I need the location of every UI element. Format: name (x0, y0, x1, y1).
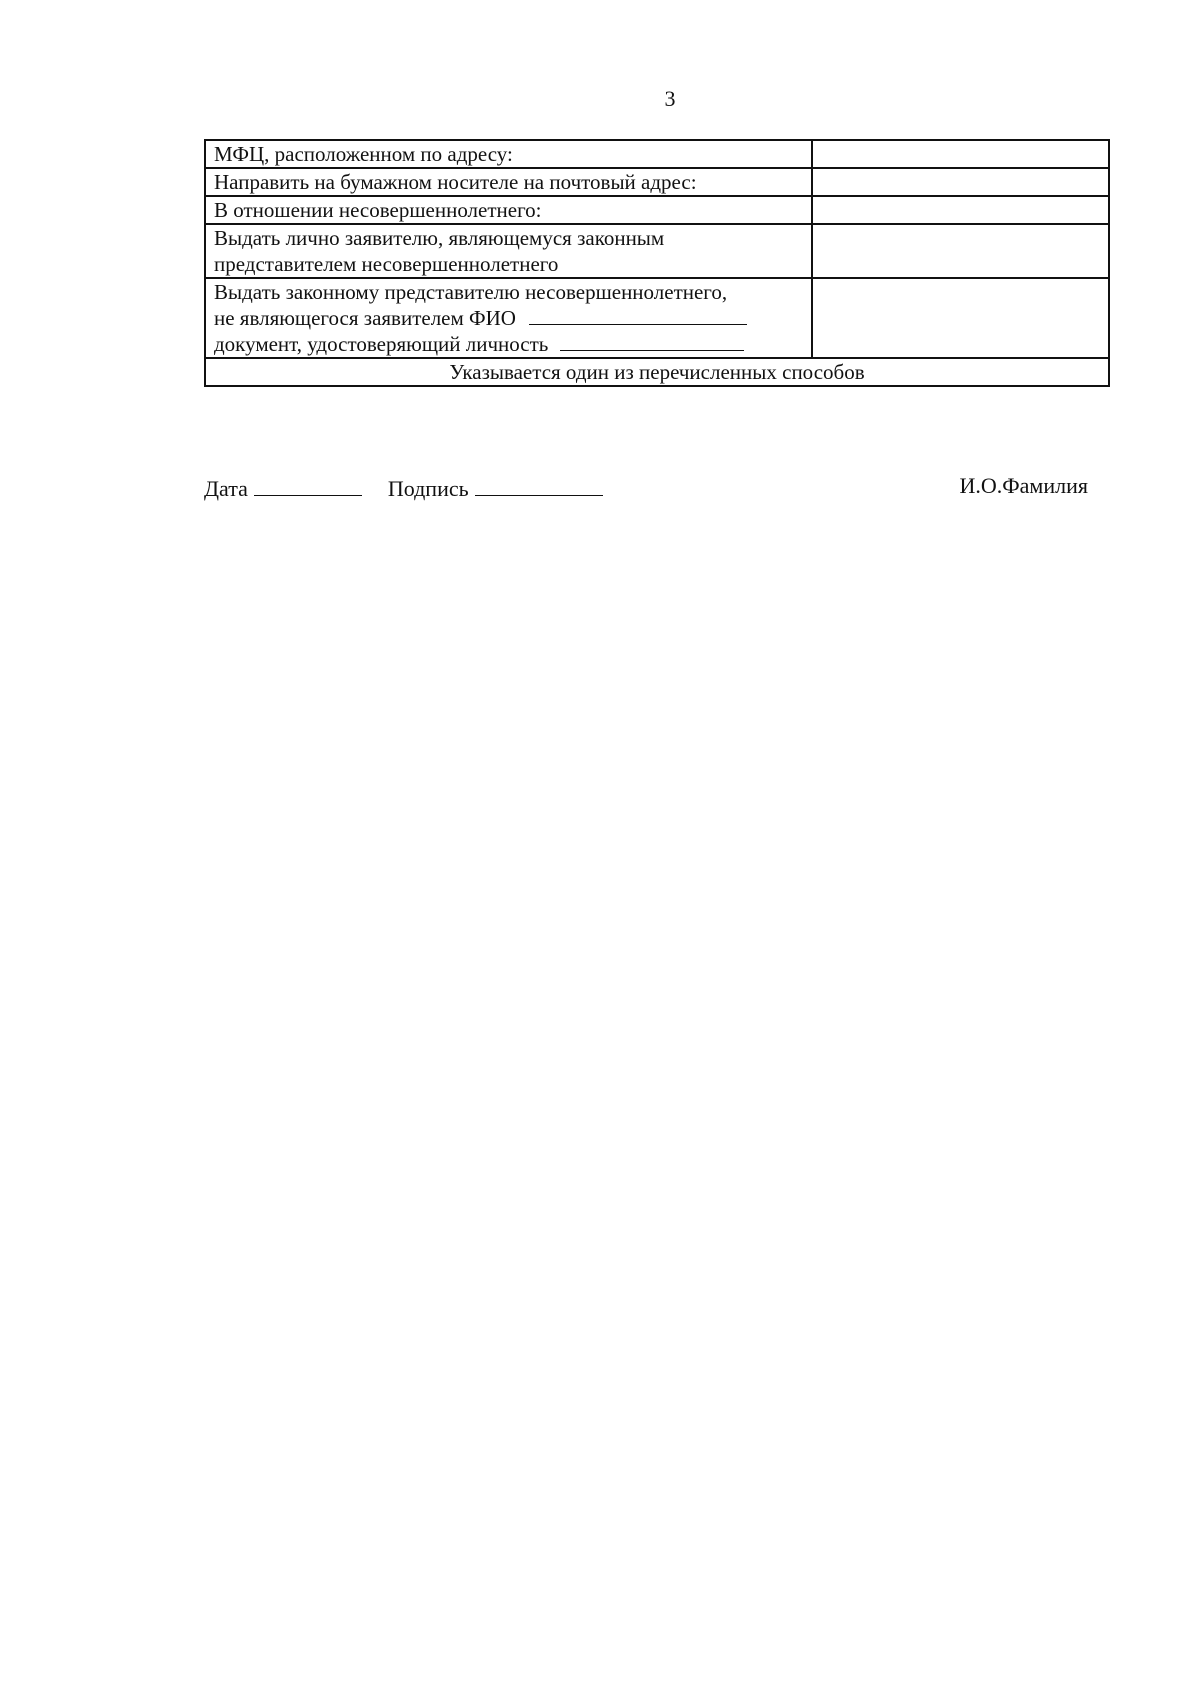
option-text: В отношении несовершеннолетнего: (205, 196, 812, 224)
option-text: МФЦ, расположенном по адресу: (205, 140, 812, 168)
page-number: 3 (664, 86, 676, 111)
option-mark-cell[interactable] (812, 140, 1109, 168)
table-row (205, 196, 1109, 224)
option-text-line: представителем несовершеннолетнего (214, 252, 559, 276)
option-text (205, 278, 812, 358)
signature-label: Подпись (387, 476, 469, 501)
date-label: Дата (204, 476, 248, 501)
option-text-line: документ, удостоверяющий личность (214, 332, 549, 356)
table-footer-row (205, 358, 1109, 386)
date-blank-line[interactable] (254, 477, 362, 496)
option-text-line: Выдать лично заявителю, являющемуся законным (214, 226, 665, 250)
option-mark-cell[interactable] (812, 278, 1109, 358)
signature-block (204, 476, 603, 502)
option-text-line: Выдать законному представителю несовершеннолетнего, (214, 280, 728, 304)
table-row (205, 140, 1109, 168)
option-mark-cell[interactable] (812, 196, 1109, 224)
table-row (205, 168, 1109, 196)
option-text: Направить на бумажном носителе на почтовый адрес: (205, 168, 812, 196)
signatory-name: И.О.Фамилия (959, 473, 1088, 498)
fio-blank-line[interactable] (529, 306, 747, 325)
table-row (205, 278, 1109, 358)
option-mark-cell[interactable] (812, 224, 1109, 278)
option-text-line: не являющегося заявителем ФИО (214, 306, 516, 330)
table-footer-note: Указывается один из перечисленных способов (205, 358, 1109, 386)
id-document-blank-line[interactable] (560, 332, 744, 351)
delivery-options-table (204, 139, 1110, 387)
table-row (205, 224, 1109, 278)
option-text (205, 224, 812, 278)
option-mark-cell[interactable] (812, 168, 1109, 196)
signature-blank-line[interactable] (475, 477, 603, 496)
